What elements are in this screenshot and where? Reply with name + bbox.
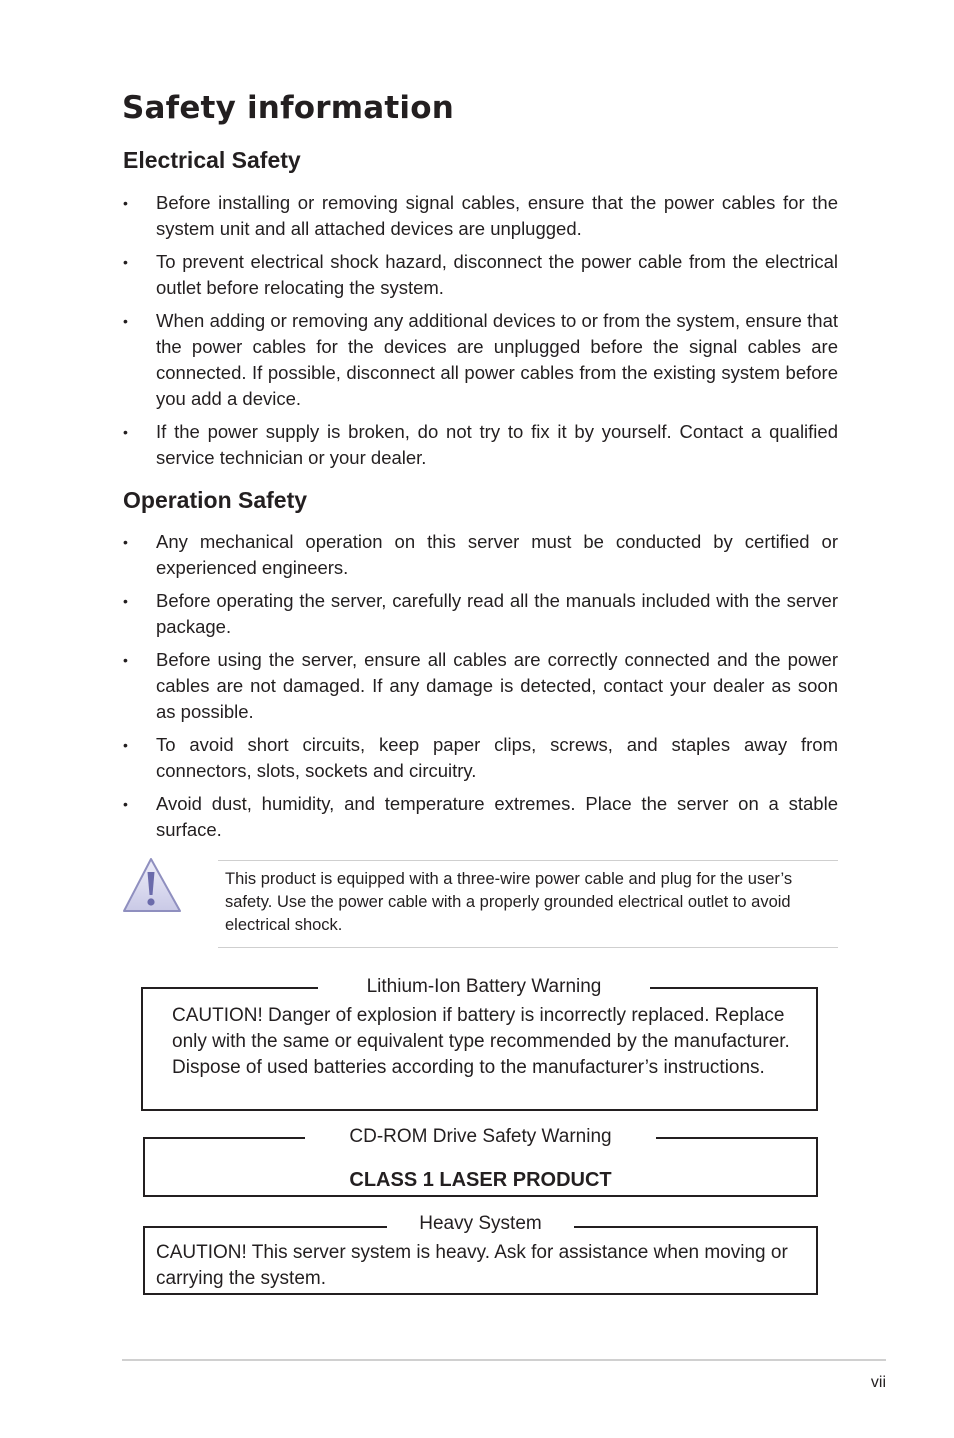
page-number: vii xyxy=(870,1374,886,1391)
electrical-safety-heading: Electrical Safety xyxy=(123,147,301,173)
list-item: • Before installing or removing signal cables, ensure that the power cables for the system unit and all attached devices are unplugged. xyxy=(123,192,838,239)
list-item: • If the power supply is broken, do not try to fix it by yourself. Contact a qualified service technician or your dealer. xyxy=(123,421,838,468)
battery-warning-text: CAUTION! Danger of explosion if battery is incorrectly replaced. Replace only with the same or equivalent type recommended by the manufacturer. Dispose of used batteries according to the manufacturer’s instructions. xyxy=(172,1005,790,1078)
footer-divider xyxy=(122,1359,886,1361)
list-item: • Any mechanical operation on this server must be conducted by certified or experienced engineers. xyxy=(123,531,838,578)
list-item: • When adding or removing any additional devices to or from the system, ensure that the power cables for the devices are unplugged before the signal cables are connected. If possible, disconnect all power cables from the existing system before you add a device. xyxy=(123,310,838,409)
list-item: • Before operating the server, carefully read all the manuals included with the server package. xyxy=(123,590,838,637)
list-item: • To avoid short circuits, keep paper clips, screws, and staples away from connectors, slots, sockets and circuitry. xyxy=(123,734,838,781)
heavy-system-label: Heavy System xyxy=(387,1213,574,1235)
heavy-system-box xyxy=(143,1226,818,1295)
cdrom-warning-text: CLASS 1 LASER PRODUCT xyxy=(349,1169,612,1191)
safety-note xyxy=(218,860,838,948)
list-item: • Before using the server, ensure all cables are correctly connected and the power cables are not damaged. If any damage is detected, contact your dealer as soon as possible. xyxy=(123,649,838,722)
list-item: • To prevent electrical shock hazard, disconnect the power cable from the electrical outlet before relocating the system. xyxy=(123,251,838,298)
electrical-safety-list xyxy=(122,190,838,478)
cdrom-warning-label: CD-ROM Drive Safety Warning xyxy=(305,1126,656,1148)
heavy-system-text: CAUTION! This server system is heavy. Ask for assistance when moving or carrying the system. xyxy=(156,1242,788,1289)
list-item: • Avoid dust, humidity, and temperature extremes. Place the server on a stable surface. xyxy=(123,793,838,840)
battery-warning-box xyxy=(141,987,818,1111)
safety-note-text: This product is equipped with a three-wire power cable and plug for the user’s safety. Use the power cable with a properly grounded electrical outlet to avoid electrical shock. xyxy=(225,870,793,934)
page-title: Safety information xyxy=(122,90,454,126)
warning-triangle-icon xyxy=(122,857,182,913)
operation-safety-list xyxy=(122,529,838,850)
battery-warning-label: Lithium-Ion Battery Warning xyxy=(318,976,650,998)
operation-safety-heading: Operation Safety xyxy=(123,487,308,513)
